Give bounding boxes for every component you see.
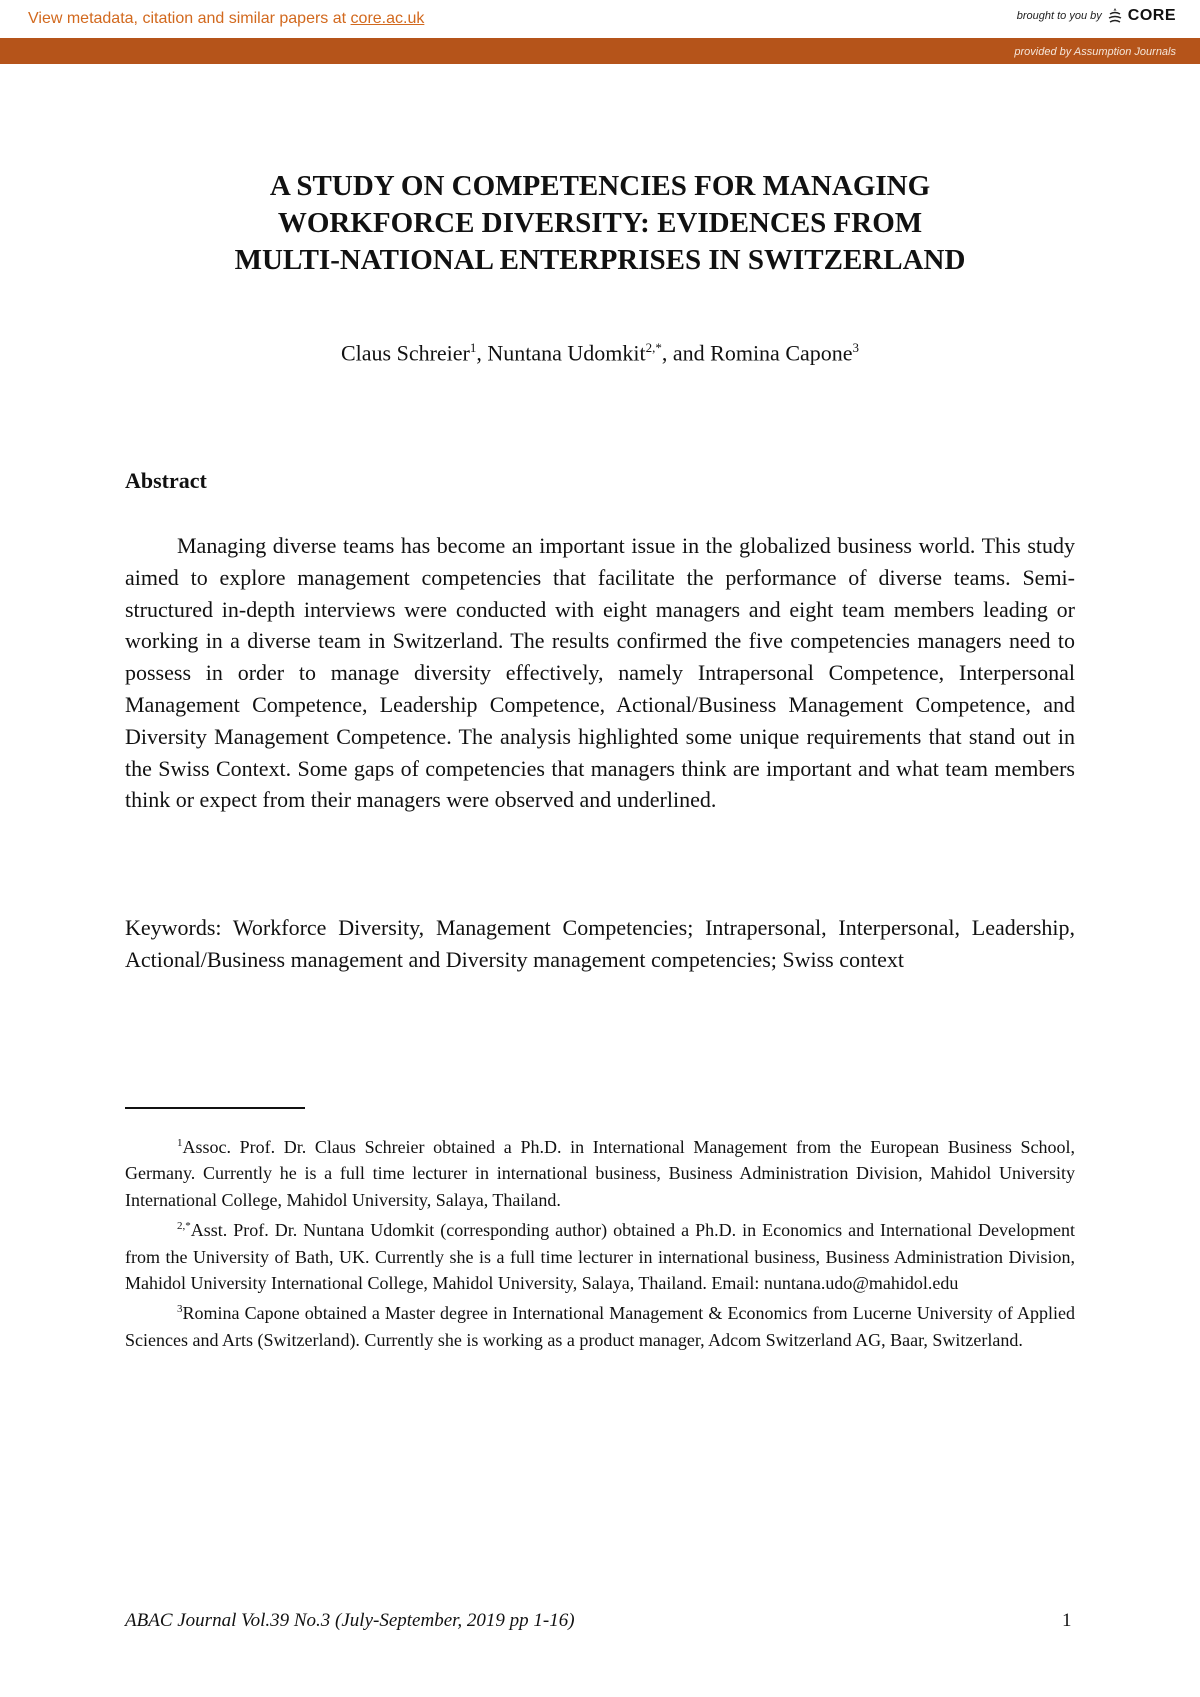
page-number: 1 bbox=[1062, 1610, 1072, 1631]
paper-title-line: MULTI-NATIONAL ENTERPRISES IN SWITZERLAND bbox=[234, 244, 966, 276]
core-banner bbox=[0, 0, 1200, 38]
footnote-mark: 1 bbox=[177, 1137, 183, 1149]
footnote-mark: 3 bbox=[177, 1303, 183, 1316]
paper-title bbox=[150, 168, 1050, 279]
paper-title-line: WORKFORCE DIVERSITY: EVIDENCES FROM bbox=[277, 207, 923, 239]
journal-citation: ABAC Journal Vol.39 No.3 (July-September, 2019 pp 1-16) bbox=[125, 1610, 575, 1631]
footnote-text: Romina Capone obtained a Master degree in International Management & Economics from Lucerne University of Applied Sciences and Arts (Switzerland). Currently she is working as a product manager, Adcom Switzerland AG, Baar, Switzerland. bbox=[125, 1303, 1075, 1350]
core-provided-by[interactable]: provided by Assumption Journals bbox=[1014, 46, 1176, 58]
keywords: Keywords: Workforce Diversity, Management Competencies; Intrapersonal, Interpersonal, Leadership, Actional/Business management and Diversity management competencies; Swiss context bbox=[125, 915, 1075, 972]
author-affiliation-mark: 1 bbox=[469, 340, 477, 355]
author-affiliation-mark: 2,* bbox=[645, 340, 662, 355]
core-brought-by[interactable] bbox=[1017, 6, 1176, 26]
footnote-mark: 2,* bbox=[177, 1220, 191, 1233]
footnote bbox=[125, 1130, 1075, 1213]
abstract-heading: Abstract bbox=[125, 468, 207, 493]
author-list bbox=[150, 340, 1050, 366]
abstract-text: Managing diverse teams has become an important issue in the globalized business world. This study aimed to explore management competencies that facilitate the performance of diverse teams. Semi-structured in-depth interviews were conducted with eight managers and eight team members leading or working in a diverse team in Switzerland. The results confirmed the five competencies managers need to possess in order to manage diversity effectively, namely Intrapersonal Competence, Interpersonal Management Competence, Leadership Competence, Actional/Business Management Competence, and Diversity Management Competence. The analysis highlighted some unique requirements that stand out in the Swiss Context. Some gaps of competencies that managers think are important and what team members think or expect from their managers were observed and underlined. bbox=[125, 533, 1075, 813]
core-provider-bar bbox=[0, 38, 1200, 64]
footnote bbox=[125, 1213, 1075, 1296]
core-metadata-line bbox=[28, 10, 424, 28]
footnotes bbox=[125, 1130, 1075, 1353]
footnote-divider bbox=[125, 1107, 305, 1109]
paper-title-line: A STUDY ON COMPETENCIES FOR MANAGING bbox=[269, 170, 931, 202]
core-metadata-text: View metadata, citation and similar papers at bbox=[28, 10, 351, 27]
author-affiliation-mark: 3 bbox=[852, 340, 860, 355]
footnote-text: Assoc. Prof. Dr. Claus Schreier obtained a Ph.D. in International Management from the European Business School, Germany. Currently he is a full time lecturer in international business, Business Administration Division, Mahidol University International College, Mahidol University, Salaya, Thailand. bbox=[125, 1137, 1075, 1210]
footnote bbox=[125, 1296, 1075, 1353]
author-name: Claus Schreier bbox=[340, 340, 470, 366]
core-logo-icon bbox=[1106, 6, 1124, 26]
author-separator: , and bbox=[661, 340, 711, 366]
author-name: Romina Capone bbox=[710, 340, 853, 366]
author-separator: , bbox=[476, 340, 488, 366]
core-logo: CORE bbox=[1127, 7, 1176, 24]
core-link[interactable]: core.ac.uk bbox=[350, 10, 425, 27]
author-name: Nuntana Udomkit bbox=[487, 340, 646, 366]
footnote-text: Asst. Prof. Dr. Nuntana Udomkit (corresponding author) obtained a Ph.D. in Economics and International Development from the University of Bath, UK. Currently she is a full time lecturer in international business, Business Administration Division, Mahidol University International College, Mahidol University, Salaya, Thailand. Email: nuntana.udo@mahidol.edu bbox=[125, 1220, 1075, 1294]
core-brought-text: brought to you by bbox=[1016, 10, 1102, 22]
